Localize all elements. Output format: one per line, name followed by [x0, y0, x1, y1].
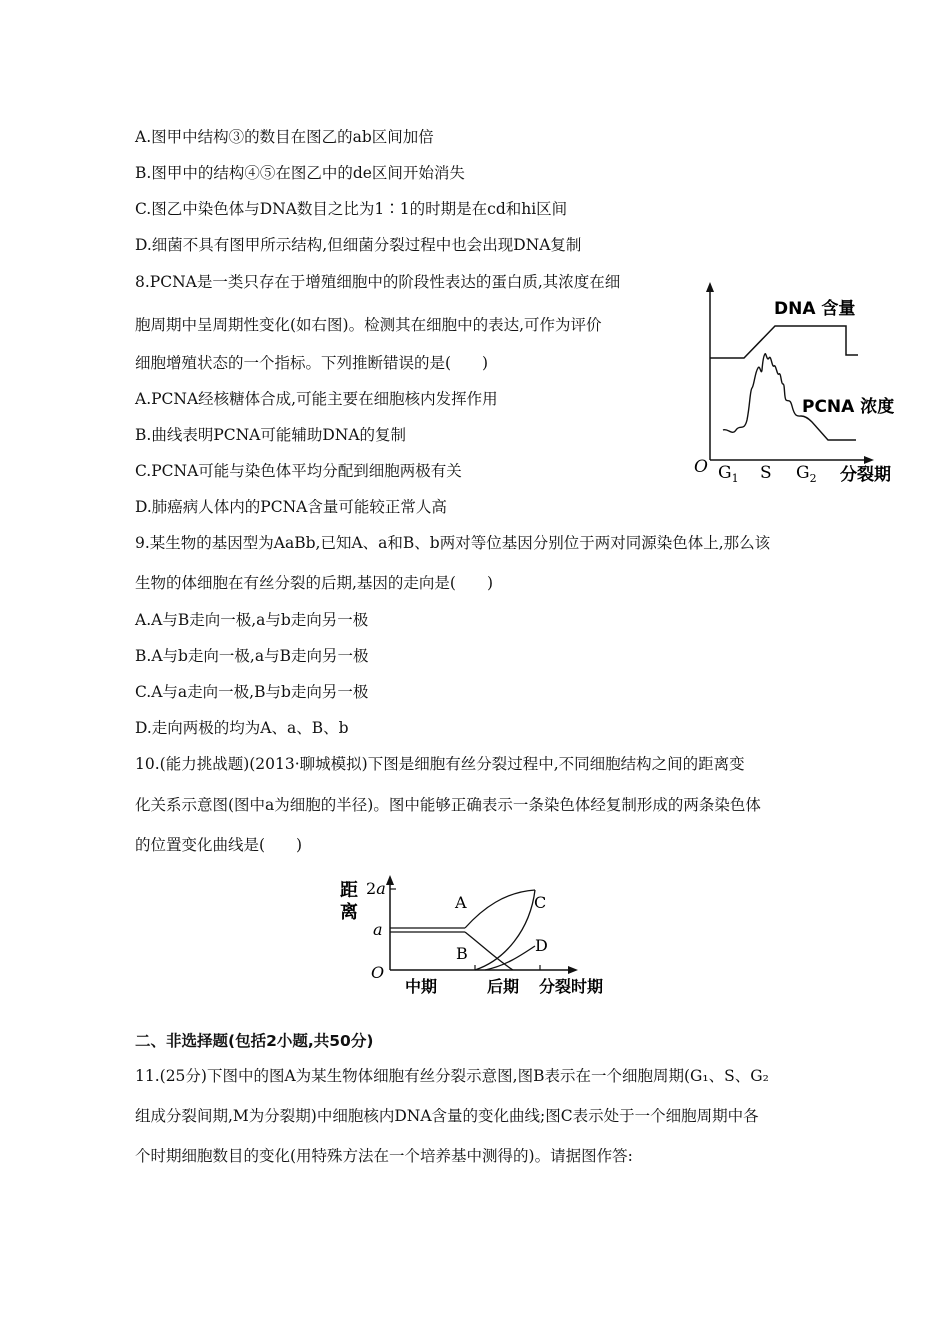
x-tick-anaphase: 后期	[487, 977, 520, 996]
curve-a-rising	[465, 890, 535, 928]
curve-d-rising	[485, 946, 535, 970]
q10-stem-line-2: 化关系示意图(图中a为细胞的半径)。图中能够正确表示一条染色体经复制形成的两条染色体	[135, 796, 761, 814]
q7-option-d: D.细菌不具有图甲所示结构,但细菌分裂过程中也会出现DNA复制	[135, 236, 582, 254]
dna-content-curve	[710, 326, 858, 358]
q11-stem-line-2: 组成分裂间期,M为分裂期)中细胞核内DNA含量的变化曲线;图C表示处于一个细胞周期中各	[135, 1107, 759, 1125]
curve-d-label: D	[535, 936, 548, 955]
y-axis-arrow	[386, 875, 394, 885]
q8-option-c: C.PCNA可能与染色体平均分配到细胞两极有关	[135, 462, 462, 480]
q7-option-b: B.图甲中的结构④⑤在图乙中的de区间开始消失	[135, 164, 465, 182]
curve-c-label: C	[534, 893, 547, 912]
curve-b-label: B	[456, 944, 468, 963]
q11-stem-line-1: 11.(25分)下图中的图A为某生物体细胞有丝分裂示意图,图B表示在一个细胞周期(G₁、S、G₂	[135, 1067, 769, 1085]
y-label-line-1: 距	[340, 880, 358, 901]
q8-stem-line-3: 细胞增殖状态的一个指标。下列推断错误的是( )	[135, 354, 489, 372]
q9-option-b: B.A与b走向一极,a与B走向另一极	[135, 647, 369, 665]
q8-option-b: B.曲线表明PCNA可能辅助DNA的复制	[135, 426, 407, 444]
q7-option-a: A.图甲中结构③的数目在图乙的ab区间加倍	[135, 128, 434, 146]
q9-option-d: D.走向两极的均为A、a、B、b	[135, 719, 349, 737]
q11-stem-line-3: 个时期细胞数目的变化(用特殊方法在一个培养基中测得的)。请据图作答:	[135, 1147, 633, 1165]
section-2-heading: 二、非选择题(包括2小题,共50分)	[135, 1032, 374, 1050]
q8-pcna-figure	[688, 280, 913, 490]
x-axis-arrow	[864, 456, 874, 464]
tick-2a-label: 2a	[366, 879, 386, 898]
q10-stem-line-1: 10.(能力挑战题)(2013·聊城模拟)下图是细胞有丝分裂过程中,不同细胞结构之间的距离变	[135, 755, 745, 773]
curve-a-label: A	[455, 893, 467, 912]
q9-option-c: C.A与a走向一极,B与b走向另一极	[135, 683, 369, 701]
curve-c-rising	[475, 890, 535, 970]
q7-option-c: C.图乙中染色体与DNA数目之比为1∶1的时期是在cd和hi区间	[135, 200, 568, 218]
q8-option-d: D.肺癌病人体内的PCNA含量可能较正常人高	[135, 498, 447, 516]
origin-label: O	[694, 457, 708, 477]
x-axis-arrow	[568, 966, 578, 974]
q8-stem-line-1: 8.PCNA是一类只存在于增殖细胞中的阶段性表达的蛋白质,其浓度在细	[135, 273, 621, 291]
q10-distance-figure	[335, 870, 625, 1000]
tick-s: S	[760, 463, 772, 483]
y-axis-arrow	[706, 282, 714, 292]
tick-g1: $G_1$	[718, 463, 739, 485]
q8-option-a: A.PCNA经核糖体合成,可能主要在细胞核内发挥作用	[135, 390, 498, 408]
q10-stem-line-3: 的位置变化曲线是( )	[135, 836, 303, 854]
dna-content-label: DNA 含量	[774, 299, 856, 319]
pcna-concentration-label: PCNA 浓度	[802, 397, 895, 417]
x-axis-label: 分裂时期	[539, 977, 604, 996]
x-axis-label: 分裂期	[840, 465, 891, 485]
tick-a-label: a	[373, 920, 383, 939]
q9-stem-line-2: 生物的体细胞在有丝分裂的后期,基因的走向是( )	[135, 574, 494, 592]
q9-stem-line-1: 9.某生物的基因型为AaBb,已知A、a和B、b两对等位基因分别位于两对同源染色体上,那么该	[135, 534, 771, 552]
q9-option-a: A.A与B走向一极,a与b走向另一极	[135, 611, 369, 629]
y-label-line-2: 离	[340, 902, 358, 923]
origin-label: O	[371, 963, 385, 982]
x-tick-metaphase: 中期	[405, 977, 438, 996]
q8-stem-line-2: 胞周期中呈周期性变化(如右图)。检测其在细胞中的表达,可作为评价	[135, 316, 602, 334]
tick-g2: $G_2$	[796, 463, 817, 485]
